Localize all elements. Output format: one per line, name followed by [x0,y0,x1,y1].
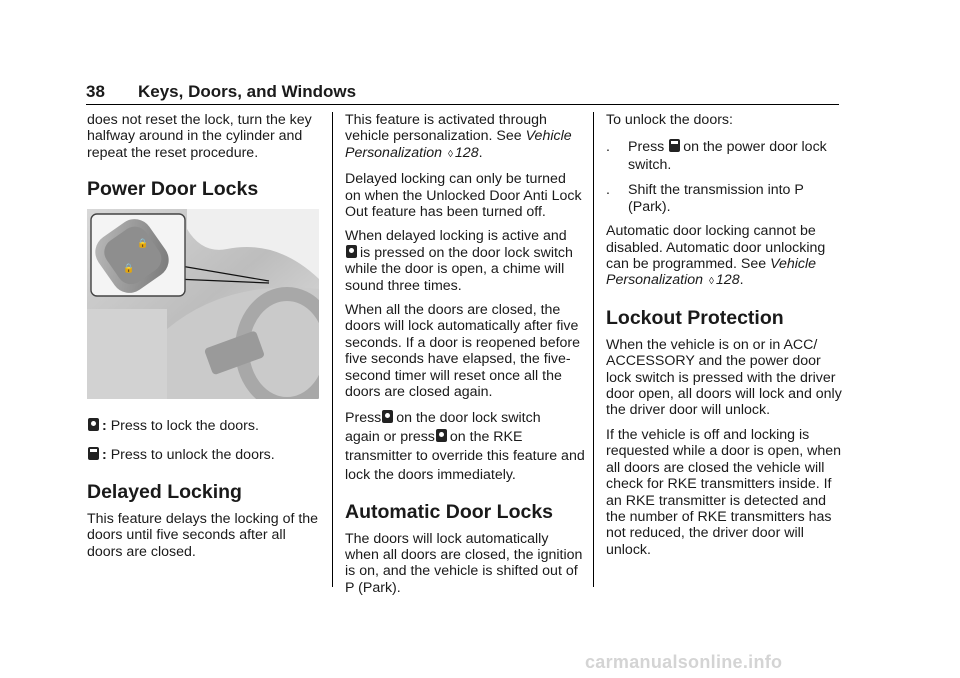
unlock-intro: To unlock the doors: [606,112,733,128]
automatic-unlock-paragraph: Automatic door locking cannot be disabled. Automatic door unlocking can be programmed. See Vehicle Personalization ◊ 128. [606,223,826,289]
heading-delayed-locking: Delayed Locking [87,481,242,504]
bullet-shift-park: . Shift the transmission into P (Park). [606,182,804,215]
column-3 [606,112,842,566]
heading-automatic-door-locks: Automatic Door Locks [345,500,554,523]
door-lock-switch-illustration [87,209,319,399]
lock-icon [88,418,99,431]
column-divider-1 [332,112,333,587]
lockout-paragraph-1: When the vehicle is on or in ACC/ ACCESSORY and the power door lock switch is pressed with the driver door open, all doors will lock and only the driver door will unlock. [606,336,842,419]
activation-paragraph: This feature is activated through vehicle personalization. See Vehicle Personalization ◊ 128. [345,112,572,161]
heading-power-door-locks: Power Door Locks [87,178,259,201]
antilockout-paragraph: Delayed locking can only be turned on when the Unlocked Door Anti Lock Out feature has been turned off. [345,171,582,221]
intro-paragraph: does not reset the lock, turn the key halfway around in the cylinder and repeat the reset procedure. [87,112,312,161]
lock-icon [346,245,357,258]
lock-description: : Press to lock the doors. [87,418,322,434]
bullet-press-unlock: . Press on the power door lock switch. [606,139,827,174]
lock-icon [382,410,393,423]
unlock-description: : Press to unlock the doors. [87,447,322,463]
override-paragraph: Press on the door lock switch again or press on the RKE transmitter to override this feature and lock the doors immediately. [345,409,585,483]
watermark: carmanualsonline.info [585,652,783,672]
section-title: Keys, Doors, and Windows [138,82,357,101]
unlock-icon [88,447,99,460]
lockout-paragraph-2: If the vehicle is off and locking is requested while a door is open, when all doors are closed the vehicle will check for RKE transmitters inside. If an RKE transmitter is detected and the number of RKE transmitters has not reduced, the driver door will unlock. [606,426,842,558]
vehicle-personalization-link[interactable]: Vehicle Personalization [345,128,572,161]
switch-unlock-icon: 🔒 [123,264,135,274]
unlock-icon [669,139,680,152]
column-2 [345,112,585,604]
heading-lockout-protection: Lockout Protection [606,306,784,329]
delayed-paragraph: This feature delays the locking of the doors until five seconds after all doors are closed. [87,511,319,560]
page-header [86,82,839,105]
vehicle-personalization-link[interactable]: Vehicle Personalization [606,256,817,289]
switch-lock-icon: 🔒 [137,239,149,249]
column-divider-2 [593,112,594,587]
lock-icon [436,429,447,442]
timer-paragraph: When all the doors are closed, the doors will lock automatically after five seconds. If a door is reopened before five seconds have elapsed, the five-second timer will reset once all the doors are closed again. [345,302,581,401]
page-number: 38 [86,82,105,101]
chime-paragraph: When delayed locking is active and is pressed on the door lock switch while the door is open, a chime will sound three times. [345,228,573,294]
automatic-paragraph: The doors will lock automatically when all doors are closed, the ignition is on, and the vehicle is shifted out of P (Park). [345,530,583,596]
